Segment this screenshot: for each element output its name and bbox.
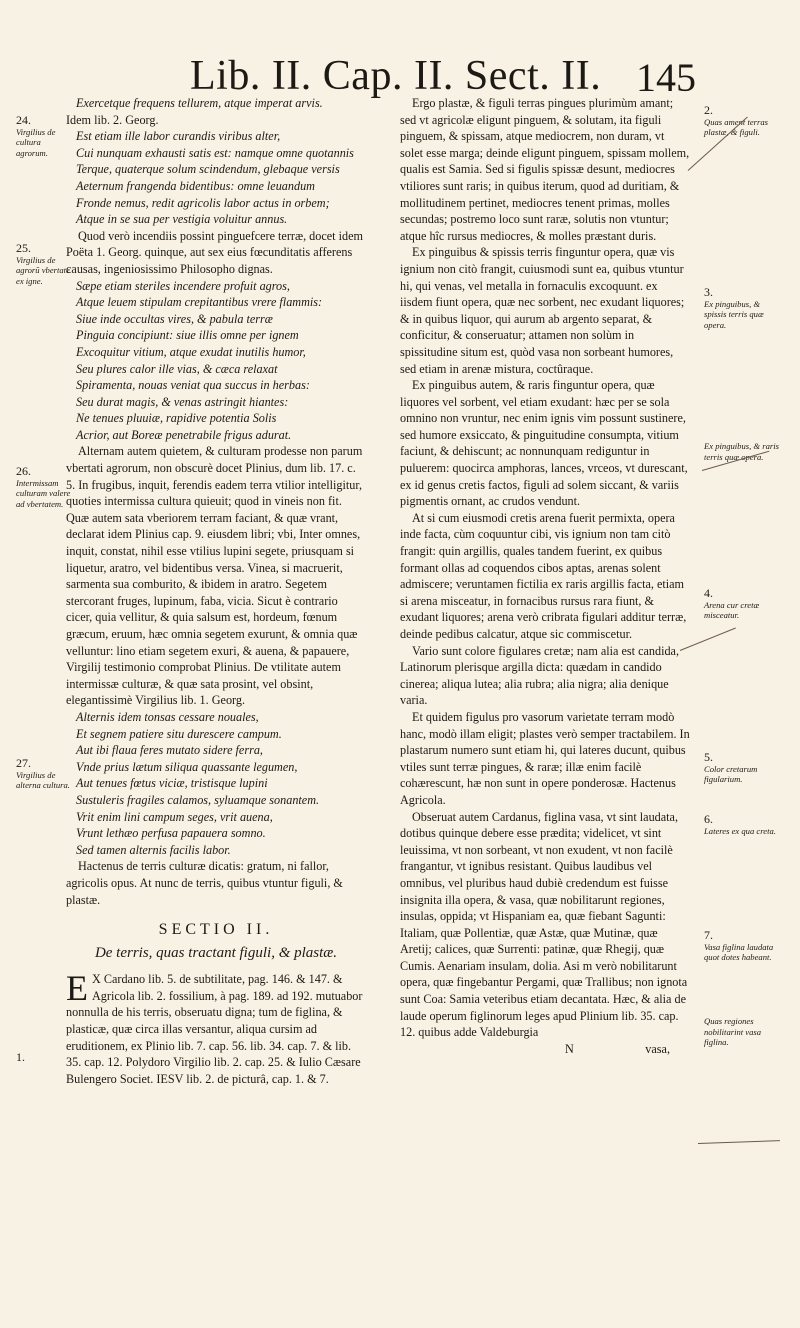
margin-note bbox=[704, 752, 780, 785]
verse-line: Fronde nemus, redit agricolis labor actus in orbem; bbox=[76, 195, 330, 210]
prose-paragraph: Hactenus de terris culturæ dicatis: gratum, ni fallor, agricolis opus. At nunc de terris, quibus vtuntur figuli, & plastæ. bbox=[66, 859, 343, 907]
verse-line: Excoquitur vitium, atque exudat inutilis humor, bbox=[76, 344, 306, 359]
margin-note bbox=[16, 1052, 72, 1064]
opening-paragraph bbox=[66, 968, 366, 1087]
page-number: 145 bbox=[636, 55, 696, 100]
verse-line: Vrunt lethæo perfusa papauera somno. bbox=[76, 826, 266, 841]
margin-note-number: 2. bbox=[704, 103, 713, 117]
left-column bbox=[66, 95, 366, 1087]
verse-line: Vrit enim lini campum seges, vrit auena, bbox=[76, 809, 273, 824]
verse-line: Seu durat magis, & venas astringit hiantes: bbox=[76, 394, 289, 409]
signature-line bbox=[400, 1041, 690, 1058]
margin-note-number: 1. bbox=[16, 1050, 25, 1064]
section-title: De terris, quas tractant figuli, & plastæ. bbox=[94, 944, 338, 961]
prose-paragraph: Obseruat autem Cardanus, figlina vasa, vt sint laudata, dotibus quinque debere esse prædita; videlicet, vt sint leuissima, vt non sorbeant, vt non exudent, vt non facilè frangantur, vt ignibus resistant. Quibus laudibus vel omnibus, vel pluribus haud dubiè credendum est fuisse insignita illa opera, & vasa, quæ nobilitarunt regiones, insulas, oppida; vt Hispaniam ea, quæ fiebant Sagunti: Italiam, quæ Pollentiæ, quæ Astæ, quæ Mutinæ, quæ Aretij; calices, quæ Surrenti: patinæ, quæ Rhegij, quæ Cumis. Aenariam insulam, dolia. Asi m verò nobilitarunt opera, quæ fingebantur Pergami, quæ Trallibus; non ignota sunt Coa: Samia veteribus etiam decantata. Hæc, & alia de laude operum figlinorum leges apud Plinium lib. 35. cap. 12. quibus adde Valdeburgia bbox=[400, 809, 688, 1040]
margin-note-text: Intermissam culturam valere ad vbertatem. bbox=[16, 477, 71, 509]
margin-note-text: Quas ament terras plastæ, & figuli. bbox=[704, 116, 768, 138]
prose-paragraph: Ergo plastæ, & figuli terras pingues plurimùm amant; sed vt agricolæ eligunt pinguem, & solutam, ita figuli pinguem, & spissam, atque mediocrem, non duram, vt solet esse marga; deinde eligunt pinguem, spissam mollem, qualis est Samia. Sed si figulis spissæ desunt, mediocres vtiliores sunt raris; in quibus iterum, quod ad duritiam, & mollitudinem pertinet, mediocres tenent primas, molles secundas; postremo loco sunt raræ, solutis non vtuntur; atque hîc rursus mediocres, & molles præstant duris. bbox=[400, 96, 690, 243]
verse-line: Terque, quaterque solum scindendum, glebaque versis bbox=[76, 162, 340, 177]
verse-line: Sustuleris fragiles calamos, syluamque sonantem. bbox=[76, 792, 320, 807]
ink-stroke bbox=[698, 1140, 780, 1144]
verse-line: Cui nunquam exhausti satis est: namque omne quotannis bbox=[76, 145, 354, 160]
verse-line: Spiramenta, nouas veniat qua succus in herbas: bbox=[76, 378, 310, 393]
verse-line: Est etiam ille labor curandis viribus alter, bbox=[76, 129, 281, 144]
margin-note bbox=[704, 287, 780, 330]
verse-line: Atque leuem stipulam crepitantibus vrere flammis: bbox=[76, 295, 323, 310]
margin-note-text: Virgilius de alterna cultura. bbox=[16, 769, 70, 791]
verse-line: Aeternum frangenda bidentibus: omne leuandum bbox=[76, 178, 315, 193]
margin-note-number: 26. bbox=[16, 464, 31, 478]
margin-note-number: 24. bbox=[16, 113, 31, 127]
verse-line: Siue inde occultas vires, & pabula terræ bbox=[76, 311, 273, 326]
verse-line: Sed tamen alternis facilis labor. bbox=[76, 842, 231, 857]
margin-note-text: Lateres ex qua creta. bbox=[704, 825, 776, 836]
prose-paragraph: Ex pinguibus autem, & raris finguntur opera, quæ liquores vel sorbent, vel etiam exudant: hæc per se sola omnino non vruntur, nec enim ignis vim possunt sustinere, sed humore exsiccato, & pinguitudine consumpta, vitium faciunt, & dehiscunt; ac nonnunquam rediguntur in puluerem: quocirca amphoras, lances, vrceos, vt durescant, ex id genus cretis factos, figuli ad solem siccant, & variis pigmentis ornant, ac crudos vendunt. bbox=[400, 378, 688, 509]
margin-note-text: Virgilius de agrorũ vbertate ex igne. bbox=[16, 254, 70, 286]
verse-line: Ne tenues pluuiæ, rapidive potentia Solis bbox=[76, 411, 277, 426]
verse-line: Aut ibi flaua feres mutato sidere ferra, bbox=[76, 743, 263, 758]
drop-capital: E bbox=[66, 968, 88, 1009]
margin-note-text: Quas regiones nobilitarint vasa figlina. bbox=[704, 1016, 762, 1048]
verse-line: Aut tenues fœtus viciæ, tristisque lupini bbox=[76, 776, 268, 791]
verse-line: Acrior, aut Boreæ penetrabile frigus adurat. bbox=[76, 427, 292, 442]
verse-line: Atque in se sua per vestigia voluitur annus. bbox=[76, 212, 288, 227]
margin-note bbox=[704, 588, 780, 621]
verse-line: Alternis idem tonsas cessare nouales, bbox=[76, 709, 259, 724]
prose-paragraph: Et quidem figulus pro vasorum varietate terram modò hanc, modò illam eligit; plastes verò semper tractabilem. In plastarum numero sunt etiam hi, qui lateres ducunt, quibus vtiles sunt terræ pingues, & raræ; illæ enim facilè cohærescunt, hæ non sunt in opere ponderosæ. Hactenus Agricola. bbox=[400, 709, 690, 807]
margin-note bbox=[16, 243, 72, 286]
margin-note-number: 5. bbox=[704, 750, 713, 764]
margin-note-text: Vasa figlina laudata quot dotes habeant. bbox=[704, 941, 774, 963]
running-title: Lib. II. Cap. II. Sect. II. bbox=[190, 53, 602, 99]
prose-paragraph: Idem lib. 2. Georg. bbox=[66, 112, 159, 127]
verse-line: Et segnem patiere situ durescere campum. bbox=[76, 726, 282, 741]
margin-note bbox=[704, 1015, 780, 1048]
signature-mark: N bbox=[565, 1041, 574, 1056]
right-column bbox=[400, 95, 690, 1057]
margin-note bbox=[704, 814, 780, 836]
margin-note-text: Virgilius de cultura agrorum. bbox=[16, 126, 56, 158]
verse-line: Seu plures calor ille vias, & cæca relaxat bbox=[76, 361, 278, 376]
margin-note-number: 25. bbox=[16, 241, 31, 255]
prose-paragraph: Ex pinguibus & spissis terris finguntur opera, quæ vis ignium non citò frangit, cuiusmodi sunt ea, quibus vtuntur hi, qui venas, vel metalla in fornaculis excoquunt. ex iisdem fiunt opera, quæ nec sorbent, nec exudant liquores; & in quibus liquor, qui aurum ab argento separat, & conficitur, & conseruatur; attamen non solùm in spissitudine situm est, quòd vasa non sorbeant humores, sed etiam in arenæ mistura, coctûraque. bbox=[400, 245, 685, 376]
prose-paragraph: Alternam autem quietem, & culturam prodesse non parum vbertati agrorum, non obscurè docet Plinius, dum lib. 17. c. 5. In frugibus, inquit, ferendis eadem terra vtilior intelligitur, quoties intermissa cultura quieuit; quod in vineis non fit. Quæ autem sata vberiorem terram faciant, & quæ vrant, declarat idem Plinius cap. 9. eiusdem libri; vbi, Inter omnes, inquit, constat, nihil esse vtilius lupini segete, priusquam si liquetur, aratro, vel bidentibus versa. Vinea, si macruerit, sarmenta sua comburito, & ibidem in aratro. Segetem stercorant fruges, lupinum, faba, vicia. Sicut è contrario cicer, quia vellitur, & quia salsum est, hordeum, fœnum græcum, eruum, hæc omnia segetem exurunt, & omnia quæ velluntur: lino etiam segetem exuri, & auena, & papauere, Virgilij testimonio comprobat Plinius. De vtilitate autem intermissæ culturæ, & quæ sata prosint, vel obsint, elegantissimè Virgilius lib. 1. Georg. bbox=[66, 444, 363, 708]
margin-note bbox=[16, 758, 72, 791]
margin-note bbox=[16, 115, 72, 158]
verse-line: Pinguia concipiunt: siue illis omne per ignem bbox=[76, 328, 299, 343]
margin-note-number: 27. bbox=[16, 756, 31, 770]
verse-line: Vnde prius lætum siliqua quassante legumen, bbox=[76, 759, 298, 774]
prose-paragraph: Quod verò incendiis possint pinguefcere terræ, docet idem Poëta 1. Georg. quinque, aut sex eius fœcunditatis afferens causas, ingeniosissimo Philosopho dignas. bbox=[66, 228, 363, 276]
margin-note-text: Ex pinguibus, & raris terris quæ opera. bbox=[704, 441, 779, 462]
margin-note-number: 6. bbox=[704, 812, 713, 826]
verse-line: Sæpe etiam steriles incendere profuit agros, bbox=[76, 278, 290, 293]
catchword: vasa, bbox=[645, 1041, 670, 1056]
margin-note-number: 3. bbox=[704, 285, 713, 299]
margin-note-number: 7. bbox=[704, 928, 713, 942]
opening-paragraph-text: X Cardano lib. 5. de subtilitate, pag. 146. & 147. & Agricola lib. 2. fossilium, à pag. 189. ad 192. mutuabor nonnulla de his terris, obseruatu digna; tum de figlina, & plasticæ, quæ circa illas versantur, aliqua cursim ad eruditionem, ex Plinio lib. 7. cap. 56. lib. 34. cap. 7. & lib. 35. cap. 12. Polydoro Virgilio lib. 2. cap. 25. & Iulio Cæsare Bulengero Societ. IESV lib. 2. de picturâ, cap. 1. & 7. bbox=[66, 972, 363, 1086]
margin-note-text: Ex pinguibus, & spissis terris quæ opera. bbox=[704, 298, 764, 330]
margin-note bbox=[704, 930, 780, 963]
margin-note-text: Color cretarum figularium. bbox=[704, 763, 758, 785]
margin-note-text: Arena cur cretæ misceatur. bbox=[704, 599, 760, 621]
margin-note-number: 4. bbox=[704, 586, 713, 600]
section-heading: SECTIO II. bbox=[158, 921, 274, 939]
verse-line: Exercetque frequens tellurem, atque imperat arvis. bbox=[76, 96, 323, 110]
prose-paragraph: Vario sunt colore figulares cretæ; nam alia est candida, Latinorum plerisque argilla dicta: quædam in candido cinerea; aliqua lutea; alia rubra; alia nigra; alia denique varia. bbox=[400, 643, 680, 708]
margin-note bbox=[16, 466, 72, 509]
prose-paragraph: At si cum eiusmodi cretis arena fuerit permixta, opera inde facta, cùm coquuntur cibi, vis ignium non tam citò frangit: quin argillis, quales tandem fuerint, ex quibus formant ollas ad coquendos cibos aptas, arenas solent admiscere; veruntamen fictilia ex raris argillis facta, etiam si arena misceatur, in fornacibus rursus rara fiunt, & exudant liquores; arena verò cribrata figulari additur terræ, deinde pedibus calcatur, atque sic commiscetur. bbox=[400, 510, 687, 641]
